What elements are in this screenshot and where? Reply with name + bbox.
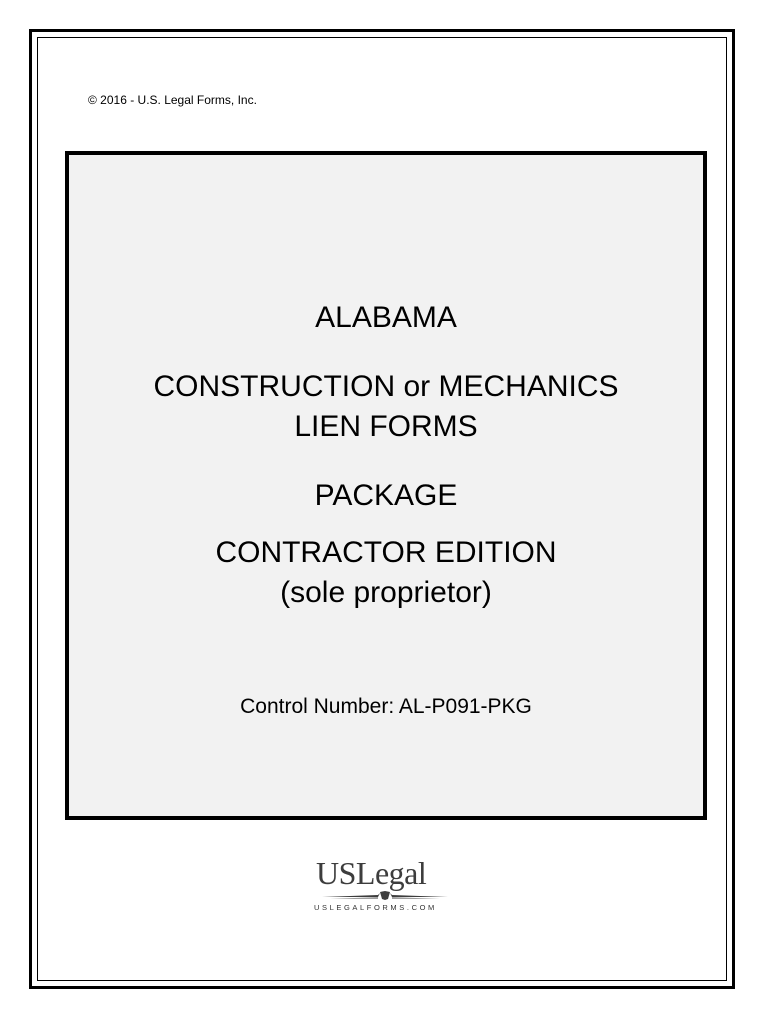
package-heading: PACKAGE [314, 479, 458, 512]
copyright-notice: © 2016 - U.S. Legal Forms, Inc. [88, 93, 257, 107]
logo-url: USLEGALFORMS.COM [314, 903, 437, 912]
control-number: Control Number: AL-P091-PKG [240, 695, 532, 718]
cover-box [65, 151, 707, 820]
entity-type: (sole proprietor) [280, 576, 492, 609]
logo-wordmark: USLegal [316, 855, 427, 891]
title-line-1: CONSTRUCTION or MECHANICS [153, 370, 619, 403]
title-line-2: LIEN FORMS [294, 410, 478, 443]
eagle-wings-icon [300, 891, 470, 901]
edition-heading: CONTRACTOR EDITION [215, 536, 557, 569]
uslegal-logo [300, 855, 470, 915]
state-heading: ALABAMA [315, 301, 457, 334]
